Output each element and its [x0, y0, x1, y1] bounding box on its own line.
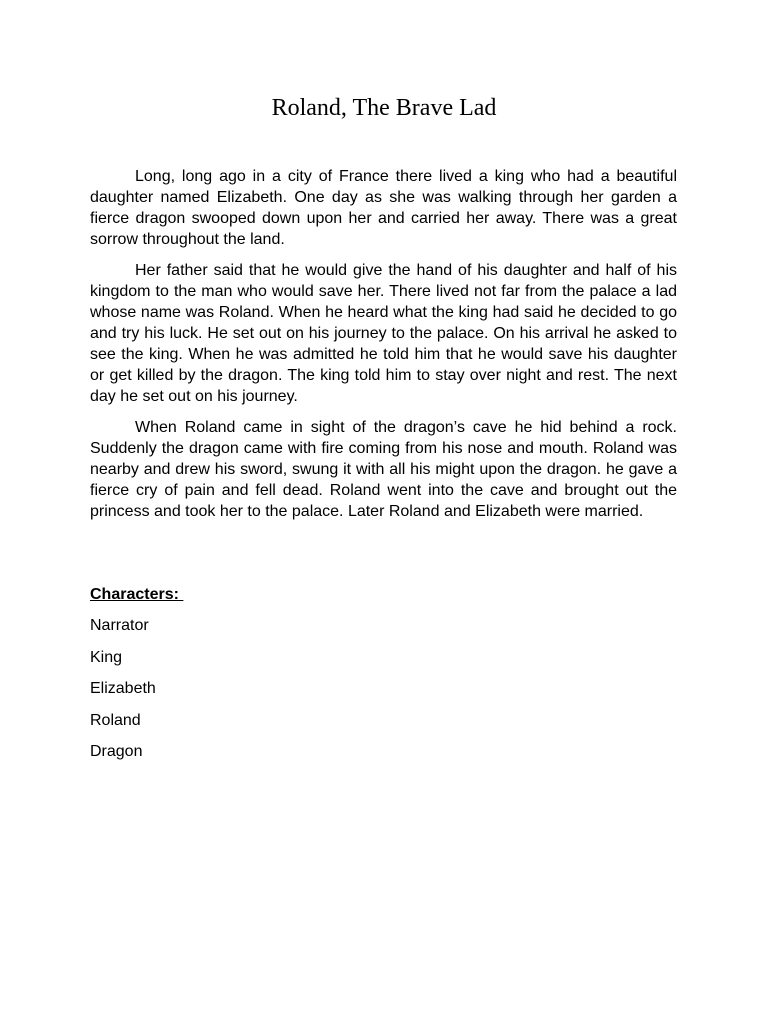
document-title: Roland, The Brave Lad	[271, 95, 497, 121]
story-paragraph: When Roland came in sight of the dragon’s cave he hid behind a rock. Suddenly the dragon came with fire coming from his nose and mouth. Roland was nearby and drew his sword, swung it with all his might upon the dragon. he gave a fierce cry of pain and fell dead. Roland went into the cave and brought out the princess and took her to the palace. Later Roland and Elizabeth were married.	[90, 419, 677, 520]
story-paragraph: Long, long ago in a city of France there lived a king who had a beautiful daughter named Elizabeth. One day as she was walking through her garden a fierce dragon swooped down upon her and carried her away. There was a great sorrow throughout the land.	[90, 168, 677, 248]
story-body	[90, 166, 677, 532]
character-item: Dragon	[90, 743, 143, 760]
character-item: Narrator	[90, 617, 149, 634]
character-item: King	[90, 648, 123, 666]
character-item: Elizabeth	[90, 680, 156, 697]
character-list	[90, 615, 677, 762]
story-paragraph: Her father said that he would give the hand of his daughter and half of his kingdom to the man who would save her. There lived not far from the palace a lad whose name was Roland. When he heard what the king had said he decided to go and try his luck. He set out on his journey to the palace. On his arrival he asked to see the king. When he was admitted he told him that he would save his daughter or get killed by the dragon. The king told him to stay over night and rest. The next day he set out on his journey.	[90, 262, 677, 405]
character-item: Roland	[90, 711, 141, 729]
characters-section	[90, 584, 677, 773]
characters-heading: Characters:	[90, 586, 184, 603]
